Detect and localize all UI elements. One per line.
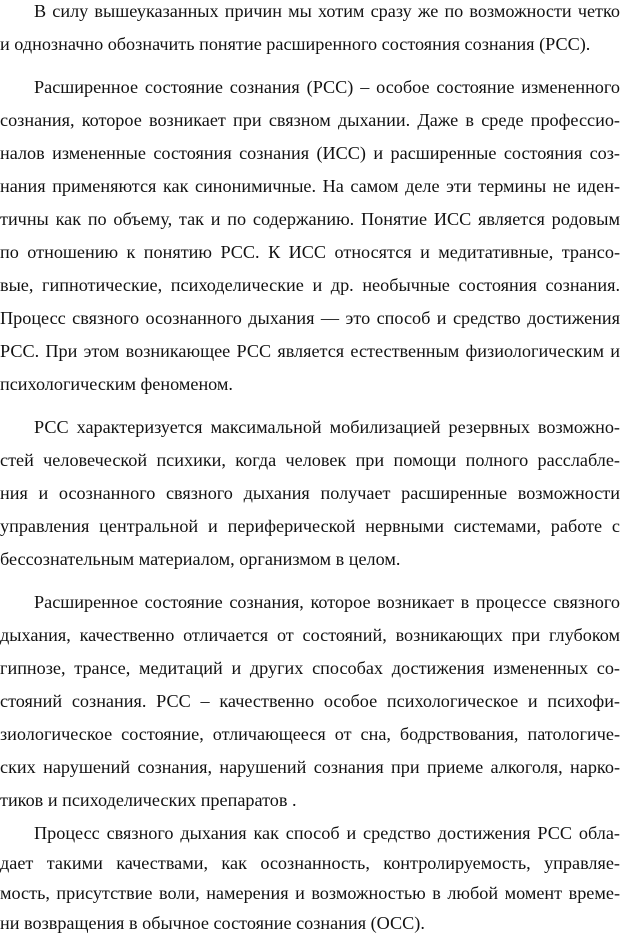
text-line: тичны как по объему, так и по содержанию. Понятие ИСС является родовым	[0, 209, 620, 229]
text-line: ских нарушений сознания, нарушений сознания при приеме алкоголя, нарко-	[0, 757, 620, 777]
text-line: бессознательным материалом, организмом в целом.	[0, 549, 401, 569]
text-line: дает такими качествами, как осознанность, контролируемость, управляе-	[0, 853, 620, 873]
text-line: Процесс связного дыхания как способ и средство достижения РСС обла-	[34, 823, 620, 843]
text-line: вые, гипнотические, психоделические и др. необычные состояния сознания.	[0, 275, 620, 295]
text-line: РСС характеризуется максимальной мобилизацией резервных возможно-	[34, 417, 620, 437]
text-line: Процесс связного осознанного дыхания — это способ и средство достижения	[0, 308, 620, 328]
text-line: тиков и психоделических препаратов .	[0, 790, 297, 810]
text-line: Расширенное состояние сознания, которое возникает в процессе связного	[34, 592, 620, 612]
text-line: РСС. При этом возникающее РСС является естественным физиологическим и	[0, 341, 620, 361]
text-line: стояний сознания. РСС – качественно особое психологическое и психофи-	[0, 691, 620, 711]
text-line: гипнозе, трансе, медитаций и других способах достижения измененных со-	[0, 658, 620, 678]
text-line: ни возвращения в обычное состояние сознания (ОСС).	[0, 913, 425, 933]
text-line: и однозначно обозначить понятие расширенного состояния сознания (РСС).	[0, 34, 591, 54]
text-line: психологическим феноменом.	[0, 374, 233, 394]
text-line: налов измененные состояния сознания (ИСС) и расширенные состояния соз-	[0, 143, 620, 163]
text-line: сознания, которое возникает при связном дыхании. Даже в среде профессио-	[0, 110, 620, 130]
text-line: мость, присутствие воли, намерения и возможностью в любой момент време-	[0, 883, 620, 903]
text-line: стей человеческой психики, когда человек при помощи полного расслабле-	[0, 450, 620, 470]
text-line: ния и осознанного связного дыхания получает расширенные возможности	[0, 483, 620, 503]
text-line: Расширенное состояние сознания (РСС) – особое состояние измененного	[34, 77, 620, 97]
text-line: дыхания, качественно отличается от состояний, возникающих при глубоком	[0, 625, 620, 645]
text-line: управления центральной и периферической нервными системами, работе с	[0, 516, 620, 536]
text-line: по отношению к понятию РСС. К ИСС относятся и медитативные, трансо-	[0, 242, 620, 262]
text-line: зиологическое состояние, отличающееся от сна, бодрствования, патологиче-	[0, 724, 620, 744]
text-line: нания применяются как синонимичные. На самом деле эти термины не иден-	[0, 176, 620, 196]
text-line: В силу вышеуказанных причин мы хотим сразу же по возможности четко	[34, 1, 620, 21]
